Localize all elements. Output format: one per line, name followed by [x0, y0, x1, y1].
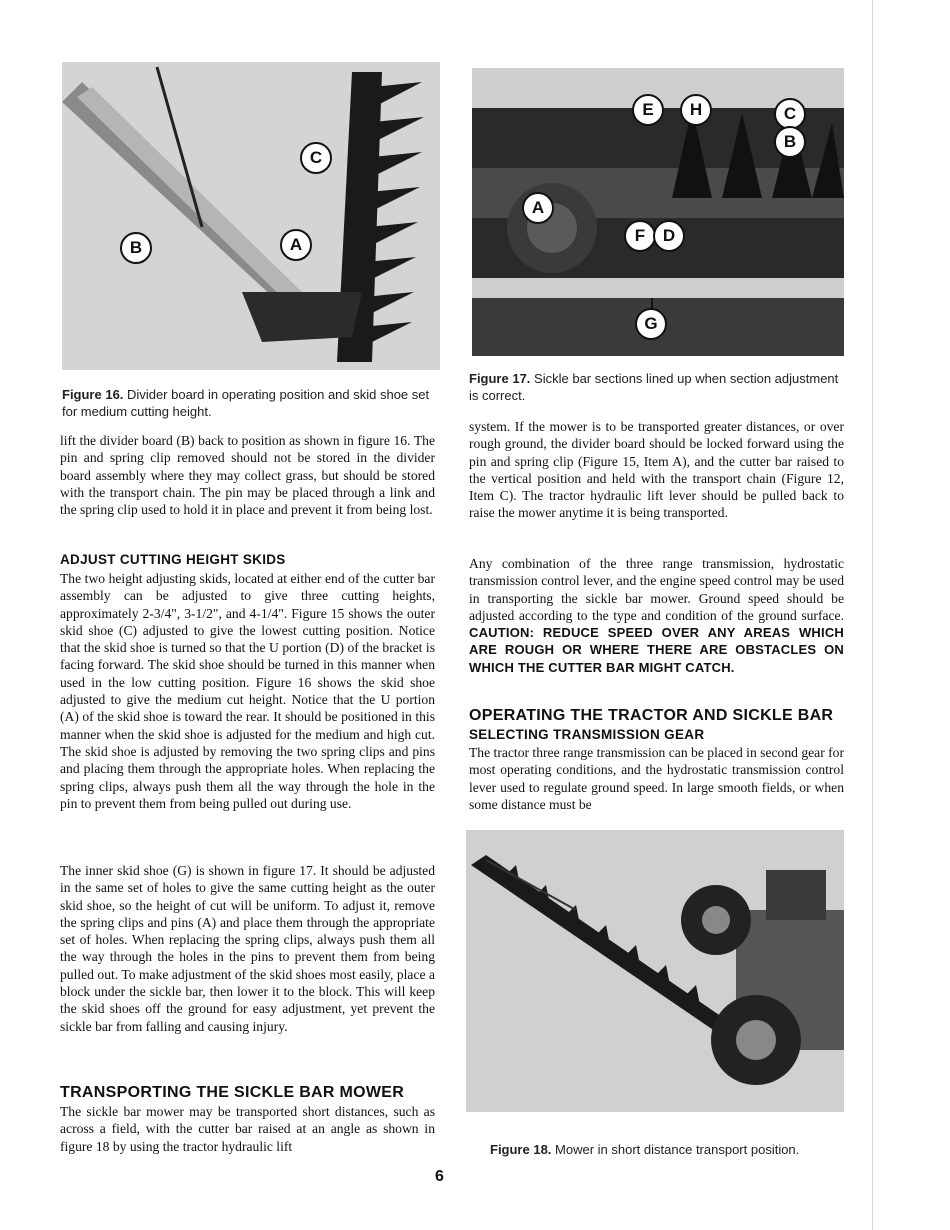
figure-17-caption-number: Figure 17.	[469, 371, 531, 386]
left-paragraph-2: The two height adjusting skids, located at either end of the cutter bar assembly can be adjusted to give three cutting heights, approximately 2-3/4", 3-1/2", and 4-1/4". Figure 15 shows the outer skid shoe (C) adjusted to give the lowest cutting position. Notice that the skid shoe is turned so that the U portion (D) of the bracket is facing forward. The skid shoe should be turned in this manner when used in the low cutting position. Figure 16 shows the skid shoe adjusted to give the medium cut height. Notice that the U portion (A) of the skid shoe is toward the rear. It should be positioned in this manner when the skid shoe is adjusted for the medium and high cut. The skid shoe is adjusted by removing the two spring clips and pins and placing them through the appropriate holes. When replacing the spring clips, always push them all the way through the hole in the pin to prevent them from being pulled out during use.	[60, 571, 435, 811]
callout-a: A	[280, 229, 312, 261]
mower-divider-illustration	[62, 62, 440, 370]
figure-17-caption-text: Sickle bar sections lined up when section adjustment is correct.	[469, 371, 839, 403]
figure-16-caption-text: Divider board in operating position and skid shoe set for medium cutting height.	[62, 387, 430, 419]
callout-a: A	[522, 192, 554, 224]
left-paragraph-3: The inner skid shoe (G) is shown in figure 17. It should be adjusted in the same set of holes to give the same cutting height as the outer skid shoe, so the height of cut will be uniform. To adjust it, remove the spring clips and pins (A) and place them through the appropriate set of holes. When replacing the spring clips, always push them all the way through the holes in the pins to prevent them from being pulled out. To make adjustment of the skid shoes most easily, place a block under the sickle bar, then lower it to the block. This will keep the skid shoes off the ground for easy adjustment, yet prevent the sickle bar from falling and causing injury.	[60, 863, 435, 1034]
figure-18-caption	[490, 1141, 850, 1158]
callout-e: E	[632, 94, 664, 126]
caution-notice: CAUTION: REDUCE SPEED OVER ANY AREAS WHICH ARE ROUGH OR WHERE THERE ARE OBSTACLES ON WHICH THE CUTTER BAR MIGHT CATCH.	[469, 625, 844, 675]
figure-16-caption	[62, 386, 442, 420]
right-paragraph-1: system. If the mower is to be transported greater distances, or over rough ground, the divider board should be locked forward using the pin and spring clip (Figure 15, Item A), and the cutter bar raised to the vertical position and held with the transport chain (Figure 12, Item C). The tractor hydraulic lift lever should be pulled back to raise the mower anytime it is being transported.	[469, 419, 844, 521]
left-paragraph-4: The sickle bar mower may be transported short distances, such as across a field, with the cutter bar raised at an angle as shown in figure 18 by using the tractor hydraulic lift	[60, 1104, 435, 1154]
figure-17-caption	[469, 370, 849, 404]
callout-g: G	[635, 308, 667, 340]
page-edge-line	[872, 0, 873, 1230]
figure-17-photo	[472, 68, 844, 356]
heading-adjust-cutting-height-skids: ADJUST CUTTING HEIGHT SKIDS	[60, 552, 286, 567]
heading-transporting-sickle-bar-mower: TRANSPORTING THE SICKLE BAR MOWER	[60, 1084, 405, 1101]
page-number: 6	[435, 1168, 444, 1185]
right-paragraph-3: The tractor three range transmission can be placed in second gear for most operating conditions, and the hydrostatic transmission control lever used to regulate ground speed. In large smooth fields, or when some distance must be	[469, 745, 844, 812]
figure-18-photo	[466, 830, 844, 1112]
heading-selecting-transmission-gear: SELECTING TRANSMISSION GEAR	[469, 727, 705, 742]
tractor-transport-illustration	[466, 830, 844, 1112]
callout-d: D	[653, 220, 685, 252]
callout-f: F	[624, 220, 656, 252]
callout-b: B	[774, 126, 806, 158]
right-paragraph-2-text: Any combination of the three range transmission, hydrostatic transmission control lever, and the engine speed control may be used in transporting the sickle bar mower. Ground speed should be adjusted according to the type and condition of the ground surface.	[469, 556, 844, 623]
callout-h: H	[680, 94, 712, 126]
callout-c: C	[774, 98, 806, 130]
figure-16-photo	[62, 62, 440, 370]
figure-18-caption-text: Mower in short distance transport position.	[555, 1142, 800, 1157]
figure-18-caption-number: Figure 18.	[490, 1142, 552, 1157]
callout-b: B	[120, 232, 152, 264]
callout-c: C	[300, 142, 332, 174]
figure-16-caption-number: Figure 16.	[62, 387, 124, 402]
heading-operating-tractor-sickle-bar: OPERATING THE TRACTOR AND SICKLE BAR	[469, 707, 834, 724]
right-paragraph-2	[469, 555, 844, 676]
left-paragraph-1: lift the divider board (B) back to position as shown in figure 16. The pin and spring clip removed should not be stored in the divider board assembly where they may collect grass, but should be stored with the transport chain. The pin may be placed through a link and the spring clip used to hold it in place and prevent it from being lost.	[60, 433, 435, 518]
